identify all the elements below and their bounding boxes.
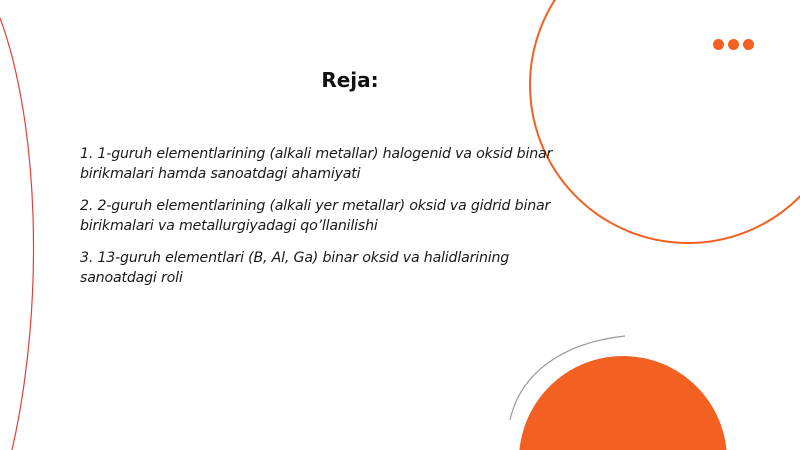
- plan-item: 2. 2-guruh elementlarining (alkali yer metallar) oksid va gidrid binar birikmalari va metallurgiyadagi qo’llanilishi: [80, 198, 551, 234]
- plan-list: [80, 144, 560, 300]
- slide-title: Reja:: [321, 68, 379, 92]
- left-arc: [0, 18, 34, 450]
- dots-menu-icon: [713, 39, 759, 51]
- plan-item: 3. 13-guruh elementlari (B, Al, Ga) binar oksid va halidlarining sanoatdagi roli: [80, 250, 510, 286]
- dot: [728, 39, 739, 50]
- top-right-circle-outline: [530, 0, 800, 243]
- bottom-filled-circle: [519, 356, 727, 450]
- dot: [713, 39, 724, 50]
- dot: [743, 39, 754, 50]
- plan-item: 1. 1-guruh elementlarining (alkali metallar) halogenid va oksid binar birikmalari hamda sanoatdagi ahamiyati: [80, 146, 553, 182]
